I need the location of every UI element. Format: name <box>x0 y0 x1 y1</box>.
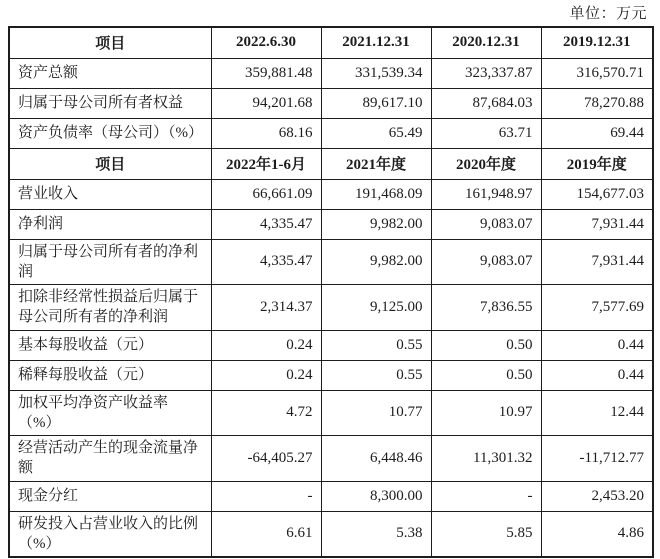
value-cell: 4.86 <box>541 511 653 557</box>
value-cell: -64,405.27 <box>211 436 321 482</box>
value-cell: 6.61 <box>211 511 321 557</box>
value-cell: - <box>211 481 321 511</box>
value-cell: 65.49 <box>321 118 431 148</box>
table-row <box>9 481 653 511</box>
table-row <box>9 209 653 239</box>
table-header-row <box>9 148 653 179</box>
value-cell: 323,337.87 <box>431 58 541 88</box>
header-cell-item: 项目 <box>9 148 211 179</box>
value-cell: 94,201.68 <box>211 88 321 118</box>
row-label-cell: 稀释每股收益（元） <box>9 360 211 390</box>
table-row <box>9 58 653 88</box>
value-cell: 0.50 <box>431 360 541 390</box>
financial-summary-table <box>8 26 654 558</box>
header-cell-period: 2021.12.31 <box>321 27 431 58</box>
row-label-cell: 归属于母公司所有者权益 <box>9 88 211 118</box>
row-label-cell: 扣除非经常性损益后归属于母公司所有者的净利润 <box>9 285 211 331</box>
value-cell: 9,982.00 <box>321 209 431 239</box>
row-label-cell: 净利润 <box>9 209 211 239</box>
row-label-cell: 现金分红 <box>9 481 211 511</box>
value-cell: 0.55 <box>321 360 431 390</box>
value-cell: 7,577.69 <box>541 285 653 331</box>
value-cell: 191,468.09 <box>321 179 431 209</box>
header-cell-period: 2019年度 <box>541 148 653 179</box>
value-cell: -11,712.77 <box>541 436 653 482</box>
value-cell: 0.55 <box>321 330 431 360</box>
value-cell: 5.85 <box>431 511 541 557</box>
value-cell: 359,881.48 <box>211 58 321 88</box>
value-cell: 0.44 <box>541 330 653 360</box>
table-row <box>9 330 653 360</box>
value-cell: 89,617.10 <box>321 88 431 118</box>
table-row <box>9 88 653 118</box>
header-cell-period: 2020.12.31 <box>431 27 541 58</box>
table-header-row <box>9 27 653 58</box>
header-cell-period: 2021年度 <box>321 148 431 179</box>
value-cell: 0.50 <box>431 330 541 360</box>
value-cell: 2,453.20 <box>541 481 653 511</box>
value-cell: 78,270.88 <box>541 88 653 118</box>
header-cell-period: 2022.6.30 <box>211 27 321 58</box>
value-cell: 2,314.37 <box>211 285 321 331</box>
table-row <box>9 118 653 148</box>
table-row <box>9 436 653 482</box>
financial-table-body <box>9 27 653 557</box>
value-cell: 161,948.97 <box>431 179 541 209</box>
table-row <box>9 511 653 557</box>
row-label-cell: 研发投入占营业收入的比例（%） <box>9 511 211 557</box>
table-row <box>9 285 653 331</box>
value-cell: 69.44 <box>541 118 653 148</box>
value-cell: 66,661.09 <box>211 179 321 209</box>
row-label-cell: 资产负债率（母公司）（%） <box>9 118 211 148</box>
value-cell: 12.44 <box>541 390 653 436</box>
value-cell: 11,301.32 <box>431 436 541 482</box>
value-cell: 9,083.07 <box>431 239 541 285</box>
table-row <box>9 390 653 436</box>
value-cell: 4,335.47 <box>211 209 321 239</box>
value-cell: 9,125.00 <box>321 285 431 331</box>
value-cell: 0.24 <box>211 330 321 360</box>
table-row <box>9 360 653 390</box>
header-cell-item: 项目 <box>9 27 211 58</box>
row-label-cell: 经营活动产生的现金流量净额 <box>9 436 211 482</box>
value-cell: 0.44 <box>541 360 653 390</box>
row-label-cell: 基本每股收益（元） <box>9 330 211 360</box>
value-cell: 154,677.03 <box>541 179 653 209</box>
value-cell: 9,083.07 <box>431 209 541 239</box>
table-row <box>9 179 653 209</box>
value-cell: 7,931.44 <box>541 209 653 239</box>
value-cell: 8,300.00 <box>321 481 431 511</box>
header-cell-period: 2020年度 <box>431 148 541 179</box>
value-cell: 4,335.47 <box>211 239 321 285</box>
row-label-cell: 营业收入 <box>9 179 211 209</box>
value-cell: 316,570.71 <box>541 58 653 88</box>
value-cell: 10.97 <box>431 390 541 436</box>
value-cell: 10.77 <box>321 390 431 436</box>
value-cell: 63.71 <box>431 118 541 148</box>
header-cell-period: 2019.12.31 <box>541 27 653 58</box>
value-cell: 331,539.34 <box>321 58 431 88</box>
value-cell: 7,836.55 <box>431 285 541 331</box>
row-label-cell: 加权平均净资产收益率（%） <box>9 390 211 436</box>
header-cell-period: 2022年1-6月 <box>211 148 321 179</box>
value-cell: 6,448.46 <box>321 436 431 482</box>
value-cell: 5.38 <box>321 511 431 557</box>
value-cell: 7,931.44 <box>541 239 653 285</box>
value-cell: 68.16 <box>211 118 321 148</box>
row-label-cell: 资产总额 <box>9 58 211 88</box>
value-cell: 87,684.03 <box>431 88 541 118</box>
unit-label: 单位：万元 <box>569 6 647 22</box>
value-cell: 0.24 <box>211 360 321 390</box>
value-cell: 4.72 <box>211 390 321 436</box>
value-cell: 9,982.00 <box>321 239 431 285</box>
value-cell: - <box>431 481 541 511</box>
table-row <box>9 239 653 285</box>
row-label-cell: 归属于母公司所有者的净利润 <box>9 239 211 285</box>
